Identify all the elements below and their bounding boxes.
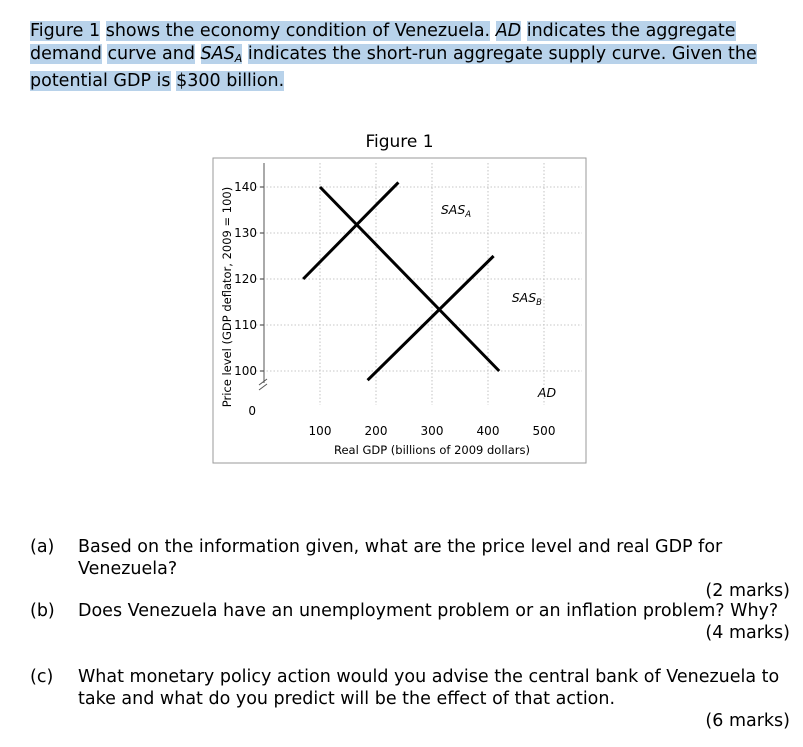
question-c-text: What monetary policy action would you advise the central bank of Venezuela to take and what do you predict will be the effect of that action. bbox=[78, 667, 780, 709]
y-tick-label: 130 bbox=[234, 226, 257, 240]
origin-label: 0 bbox=[248, 404, 256, 418]
intro-text-3: curve and bbox=[107, 44, 195, 64]
intro-paragraph bbox=[30, 20, 795, 93]
question-a-label: (a) bbox=[30, 537, 55, 557]
question-b bbox=[30, 600, 790, 644]
y-axis-label: Price level (GDP deflator, 2009 = 100) bbox=[220, 186, 234, 408]
question-b-marks: (4 marks) bbox=[705, 623, 790, 643]
figure-frame bbox=[213, 158, 586, 463]
figure-ref: Figure 1 bbox=[30, 21, 101, 41]
question-b-text: Does Venezuela have an unemployment problem or an inflation problem? Why? bbox=[78, 601, 779, 621]
figure-1 bbox=[212, 130, 587, 464]
x-tick-label: 200 bbox=[364, 424, 388, 438]
question-a-text: Based on the information given, what are the price level and real GDP for Venezuela? bbox=[78, 537, 723, 579]
label-sasa: $SAS_A$ bbox=[440, 202, 472, 220]
x-tick-label: 300 bbox=[420, 424, 444, 438]
intro-text-4: indicates the short-run aggregate supply curve. Given the potential GDP is bbox=[30, 44, 757, 91]
figure-title: Figure 1 bbox=[365, 132, 434, 152]
question-a bbox=[30, 536, 790, 602]
x-tick-label: 400 bbox=[476, 424, 500, 438]
ad-term: AD bbox=[495, 21, 522, 41]
question-c-label: (c) bbox=[30, 667, 54, 687]
y-tick-label: 120 bbox=[234, 272, 257, 286]
x-axis-label: Real GDP (billions of 2009 dollars) bbox=[334, 443, 530, 457]
y-tick-label: 100 bbox=[234, 364, 257, 378]
y-tick-label: 110 bbox=[234, 318, 257, 332]
chart bbox=[212, 157, 587, 464]
label-ad: AD bbox=[537, 385, 557, 400]
question-a-marks: (2 marks) bbox=[705, 581, 790, 601]
question-c bbox=[30, 666, 790, 732]
intro-text-1: shows the economy condition of Venezuela. bbox=[105, 21, 491, 41]
sas-term-sub: A bbox=[234, 52, 243, 65]
intro-text-2: indicates the aggregate demand bbox=[30, 21, 736, 64]
intro-text-5: $300 billion. bbox=[176, 71, 285, 91]
sas-term: SAS bbox=[200, 44, 235, 64]
y-tick-label: 140 bbox=[234, 180, 257, 194]
question-b-label: (b) bbox=[30, 601, 55, 621]
x-tick-label: 100 bbox=[308, 424, 332, 438]
x-tick-label: 500 bbox=[532, 424, 556, 438]
label-sasb: $SAS_B$ bbox=[511, 290, 542, 308]
question-c-marks: (6 marks) bbox=[705, 711, 790, 731]
